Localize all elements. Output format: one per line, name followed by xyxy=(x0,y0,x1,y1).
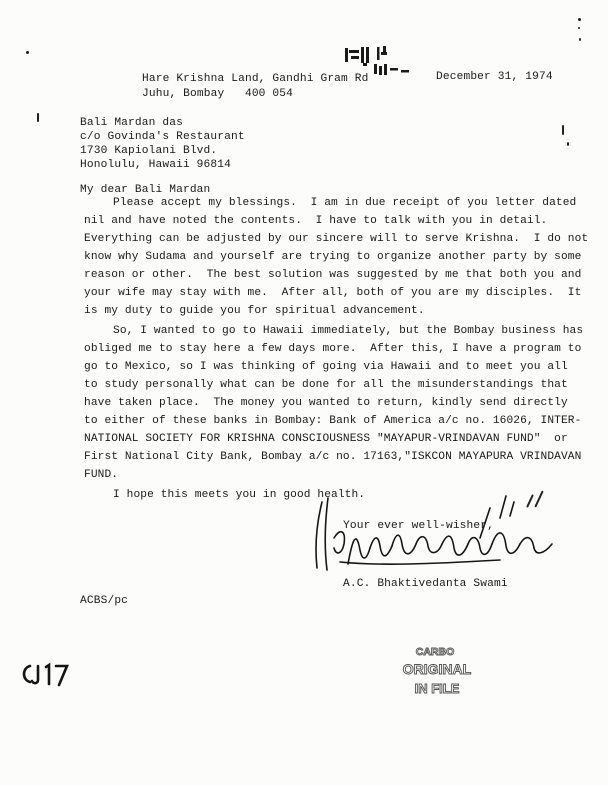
carbon-original-stamp xyxy=(397,640,477,702)
body-line: Everything can be adjusted by our sincere will to serve Krishna. I do not xyxy=(84,233,589,245)
scan-speck xyxy=(578,18,581,21)
body-line: to either of these banks in Bombay: Bank of America a/c no. 16026, INTER- xyxy=(84,415,582,427)
scan-speck xyxy=(26,51,29,54)
body-line: your wife may stay with me. After all, both of you are my disciples. It xyxy=(84,287,582,299)
scan-speck xyxy=(567,142,569,146)
stamp-line2: ORIGINAL xyxy=(402,661,472,677)
body-line: have taken place. The money you wanted to return, kindly send directly xyxy=(84,397,568,409)
stamp-line1: CARBO xyxy=(415,646,455,658)
recipient-name: Bali Mardan das xyxy=(80,117,183,129)
letterhead-address-line2: Juhu, Bombay 400 054 xyxy=(142,88,293,100)
body-line: reason or other. The best solution was suggested by me that both you and xyxy=(84,269,582,281)
body-line: obliged me to stay here a few days more. After this, I have a program to xyxy=(84,343,582,355)
body-line: FUND. xyxy=(84,469,119,481)
body-line: So, I wanted to go to Hawaii immediately, but the Bombay business has xyxy=(113,325,584,337)
recipient-line4: Honolulu, Hawaii 96814 xyxy=(80,159,231,171)
scan-speck xyxy=(562,125,564,135)
body-line: is my duty to guide you for spiritual advancement. xyxy=(84,305,425,317)
scan-speck xyxy=(579,38,581,41)
letterhead-address-line1: Hare Krishna Land, Gandhi Gram Rd xyxy=(142,73,369,85)
salutation: My dear Bali Mardan xyxy=(80,184,211,196)
body-line: go to Mexico, so I was thinking of going via Hawaii and to meet you all xyxy=(84,361,568,373)
recipient-line3: 1730 Kapiolani Blvd. xyxy=(80,145,218,157)
scan-speck xyxy=(578,27,580,29)
letter-date: December 31, 1974 xyxy=(436,71,553,83)
body-line: know why Sudama and yourself are trying to organize another party by some xyxy=(84,251,582,263)
reference-initials: ACBS/pc xyxy=(80,595,129,607)
stamp-line3: IN FILE xyxy=(414,681,460,696)
body-line: First National City Bank, Bombay a/c no. 17163,"ISKCON MAYAPURA VRINDAVAN xyxy=(84,451,582,463)
recipient-line2: c/o Govinda's Restaurant xyxy=(80,131,245,143)
scan-speck xyxy=(37,113,39,122)
body-line: NATIONAL SOCIETY FOR KRISHNA CONSCIOUSNESS "MAYAPUR-VRINDAVAN FUND" or xyxy=(84,433,568,445)
body-line: to study personally what can be done for all the misunderstandings that xyxy=(84,379,568,391)
archive-marker xyxy=(18,660,72,690)
body-line: Please accept my blessings. I am in due receipt of you letter dated xyxy=(113,197,577,209)
body-line: I hope this meets you in good health. xyxy=(113,489,366,501)
closing: Your ever well-wisher, xyxy=(343,520,494,532)
signatory-name: A.C. Bhaktivedanta Swami xyxy=(343,578,508,590)
body-line: nil and have noted the contents. I have to talk with you in detail. xyxy=(84,215,548,227)
